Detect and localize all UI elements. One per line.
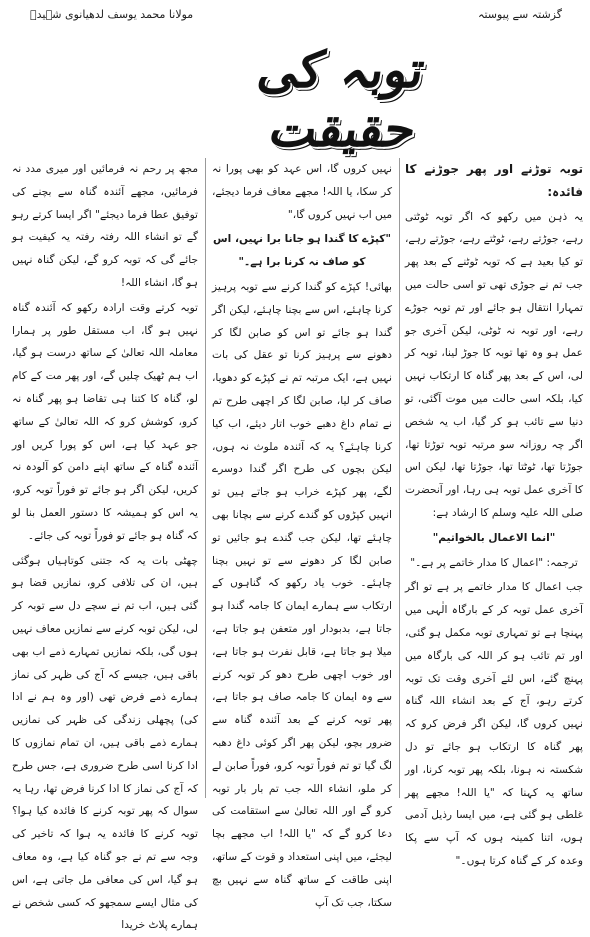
- pull-quote: "کپڑے کا گندا ہو جانا برا نہیں، اس کو صاف نہ کرنا برا ہے۔": [213, 233, 391, 269]
- translation-line: ترجمہ: "اعمال کا مدار خاتمے پر ہے۔": [410, 556, 578, 569]
- paragraph: جب اعمال کا مدار خاتمے پر ہے تو اگر آخری عمل توبہ کر کے بارگاہ الٰہی میں پہنچا ہے تو تمہاری توبہ مکمل ہو گئی، اور تم تائب ہو کر اللہ کی بارگاہ میں پہنچ گئے، اس لئے آخری وقت تک توبہ کرتے رہو، آج کے بعد انشاء اللہ گناہ نہیں کروں گا، لیکن اگر فرض کرو کہ پھر گناہ کا ارتکاب ہو جائے تو دل شکستہ نہ ہونا، بلکہ پھر توبہ کرنا، اور ساتھ یہ کہنا کہ "یا اللہ! مجھے پھر غلطی ہو گئی ہے، میں ایسا رذیل آدمی ہوں، اتنا کمینہ ہوں کہ آپ سے پکا وعدہ کر کے گناہ کرتا ہوں۔": [405, 581, 583, 867]
- column-left: [12, 158, 198, 932]
- paragraph: چھٹی بات یہ کہ جتنی کوتاہیاں ہوگئی ہیں، ان کی تلافی کرو، نمازیں قضا ہو گئی ہیں، اب تم نے سچے دل سے توبہ کر لی، لیکن توبہ کرنے سے نمازیں معاف نہیں ہوں گی، بلکہ نمازیں تمہارے ذمے اب بھی باقی ہیں، جیسے کہ آج کی ظہر کی نماز ہمارے ذمے فرض تھی (اور وہ ہم نے ادا کی) پچھلی زندگی کی ظہر کی نمازیں ہمارے ذمے باقی ہیں، ان تمام نمازوں کا ادا کرنا اسی طرح ضروری ہے، جس طرح کہ آج کی نماز کا ادا کرنا فرض تھا، رہا یہ سوال کہ پھر توبہ کرنے کا فائدہ کیا ہوا؟ توبہ کرنے کا فائدہ یہ ہوا کہ تاخیر کی وجہ سے تم نے جو گناہ کیا ہے، وہ معاف ہو گیا، اس کی معافی مل جاتی ہے، اس کی مثال ایسے سمجھو کہ کسی شخص نے ہمارے پلاٹ خریدا: [12, 554, 198, 932]
- paragraph: مجھ پر رحم نہ فرمائیں اور میری مدد نہ فرمائیں، مجھے آئندہ گناہ سے بچنے کی توفیق عطا فرما دیجئے" اگر ایسا کرتے رہو گے تو انشاء اللہ رفتہ رفتہ یہ کیفیت ہو جائے گی کہ توبہ کرو گے، لیکن گناہ نہیں ہو گا، انشاء اللہ!: [12, 163, 198, 289]
- article-title: توبہ کی حقیقت: [254, 40, 429, 158]
- title-banner: [150, 40, 429, 158]
- continued-label: گزشتہ سے پیوستہ: [478, 8, 562, 21]
- column-divider: [205, 158, 206, 798]
- column-right: [405, 158, 583, 867]
- author-name: مولانا محمد یوسف لدھیانوی شہیدؒ: [30, 8, 194, 21]
- paragraph: بھائی! کپڑے کو گندا کرنے سے توبہ پرہیز کرنا چاہئے، اس سے بچنا چاہئے، لیکن اگر گندا ہو جائے تو اس کو صابن لگا کر دھونے سے پرہیز کرنا تو عقل کی بات نہیں ہے، ایک مرتبہ تم نے کپڑے کو دھویا، صاف کر لیا، صابن لگا کر اچھی طرح تم نے تمام داغ دھبے خوب اتار دیئے، اب کیا کرنا چاہئے؟ یہ کہ آئندہ ملوث نہ ہوں، لیکن بچوں کی طرح اگر گندا دوسرے لگے، پھر کپڑے خراب ہو جاتے ہیں تو انہیں کپڑوں کو گندے کرنے سے بچانا بھی چاہئے تھا، لیکن جب گندے ہو جائیں تو صابن لگا کر دھونے سے تو نہیں بچنا چاہئے۔ خوب یاد رکھو کہ گناہوں کے ارتکاب سے ہمارے ایمان کا جامہ گندا ہو جاتا ہے، بدبودار اور متعفن ہو جاتا ہے، میلا ہو جاتا ہے، قابل نفرت ہو جاتا ہے، اور خوب اچھی طرح دھو کر توبہ کرنے سے وہ ایمان کا جامہ صاف ہو جاتا ہے، پھر توبہ کرنے کے بعد آئندہ گناہ سے ضرور بچو، لیکن پھر اگر کوئی داغ دھبہ لگ گیا تو تم فوراً توبہ کرو، فوراً صابن لے کر ملو، انشاء اللہ جب تم بار بار توبہ کرو گے اور اللہ تعالیٰ سے استقامت کی دعا کرو گے کہ "یا اللہ! اب مجھے بچا لیجئے، میں اپنی استعداد و قوت کے ساتھ، اپنی طاقت کے ساتھ گناہ سے نہیں بچ سکتا، جب تک آپ: [212, 280, 392, 909]
- column-middle: [212, 158, 392, 909]
- section-subhead: توبہ توڑنے اور پھر جوڑنے کا فائدہ:: [405, 162, 583, 199]
- page-header: [0, 4, 590, 32]
- column-divider: [399, 158, 400, 798]
- hadith-quote: "انما الاعمال بالخواتیم": [432, 531, 556, 544]
- paragraph: یہ ذہن میں رکھو کہ اگر توبہ ٹوٹتی رہے، جوڑتے رہے، ٹوٹتے رہے، جوڑتے رہے، تو کیا بعید ہے کہ توبہ ٹوٹنے کے بعد پھر جب تم نے جوڑی تھی تو اسی حالت میں تمہارا انتقال ہو جائے اور تم توبہ جوڑے رہے، اور توبہ نہ ٹوٹی، لیکن آخری جو عمل ہو وہ تھا توبہ کا جوڑ لینا، توبہ کر لی، اس کے بعد پھر گناہ کا ارتکاب نہیں کیا، بلکہ اسی حالت میں موت آگئی، تو دنیا سے تائب ہو کر گیا، اب یہ شخص اگر چہ روزانہ سو مرتبہ توبہ توڑتا تھا، جوڑتا تھا، ٹوٹتا تھا، جوڑتا تھا، لیکن اس کا آخری عمل توبہ ہی رہا، اور آنحضرت صلی اللہ علیہ وسلم کا ارشاد ہے:: [405, 210, 583, 519]
- paragraph: توبہ کرتے وقت ارادہ رکھو کہ آئندہ گناہ نہیں ہو گا، اب مستقل طور پر ہمارا معاملہ اللہ تعالیٰ کے ساتھ درست ہو گیا، اب ہم ٹھیک چلیں گے، اور پھر مت کے کام لو، گناہ کا کتنا ہی تقاضا ہو پھر گناہ نہ کرو، کوشش کرو کہ اللہ تعالیٰ کے ساتھ جو عہد کیا ہے، اس کو پورا کریں اور آئندہ گناہ کے ساتھ اپنے دامن کو آلودہ نہ کریں، لیکن اگر ہو جائے تو فوراً توبہ کرو، یہ اس کو ہمیشہ کا دستور العمل بنا لو کہ گناہ ہو جائے تو فوراً توبہ کی جائے۔: [12, 301, 198, 542]
- paragraph: نہیں کروں گا، اس عہد کو بھی پورا نہ کر سکا، یا اللہ! مجھے معاف فرما دیجئے، میں اب نہیں کروں گا،": [212, 163, 392, 221]
